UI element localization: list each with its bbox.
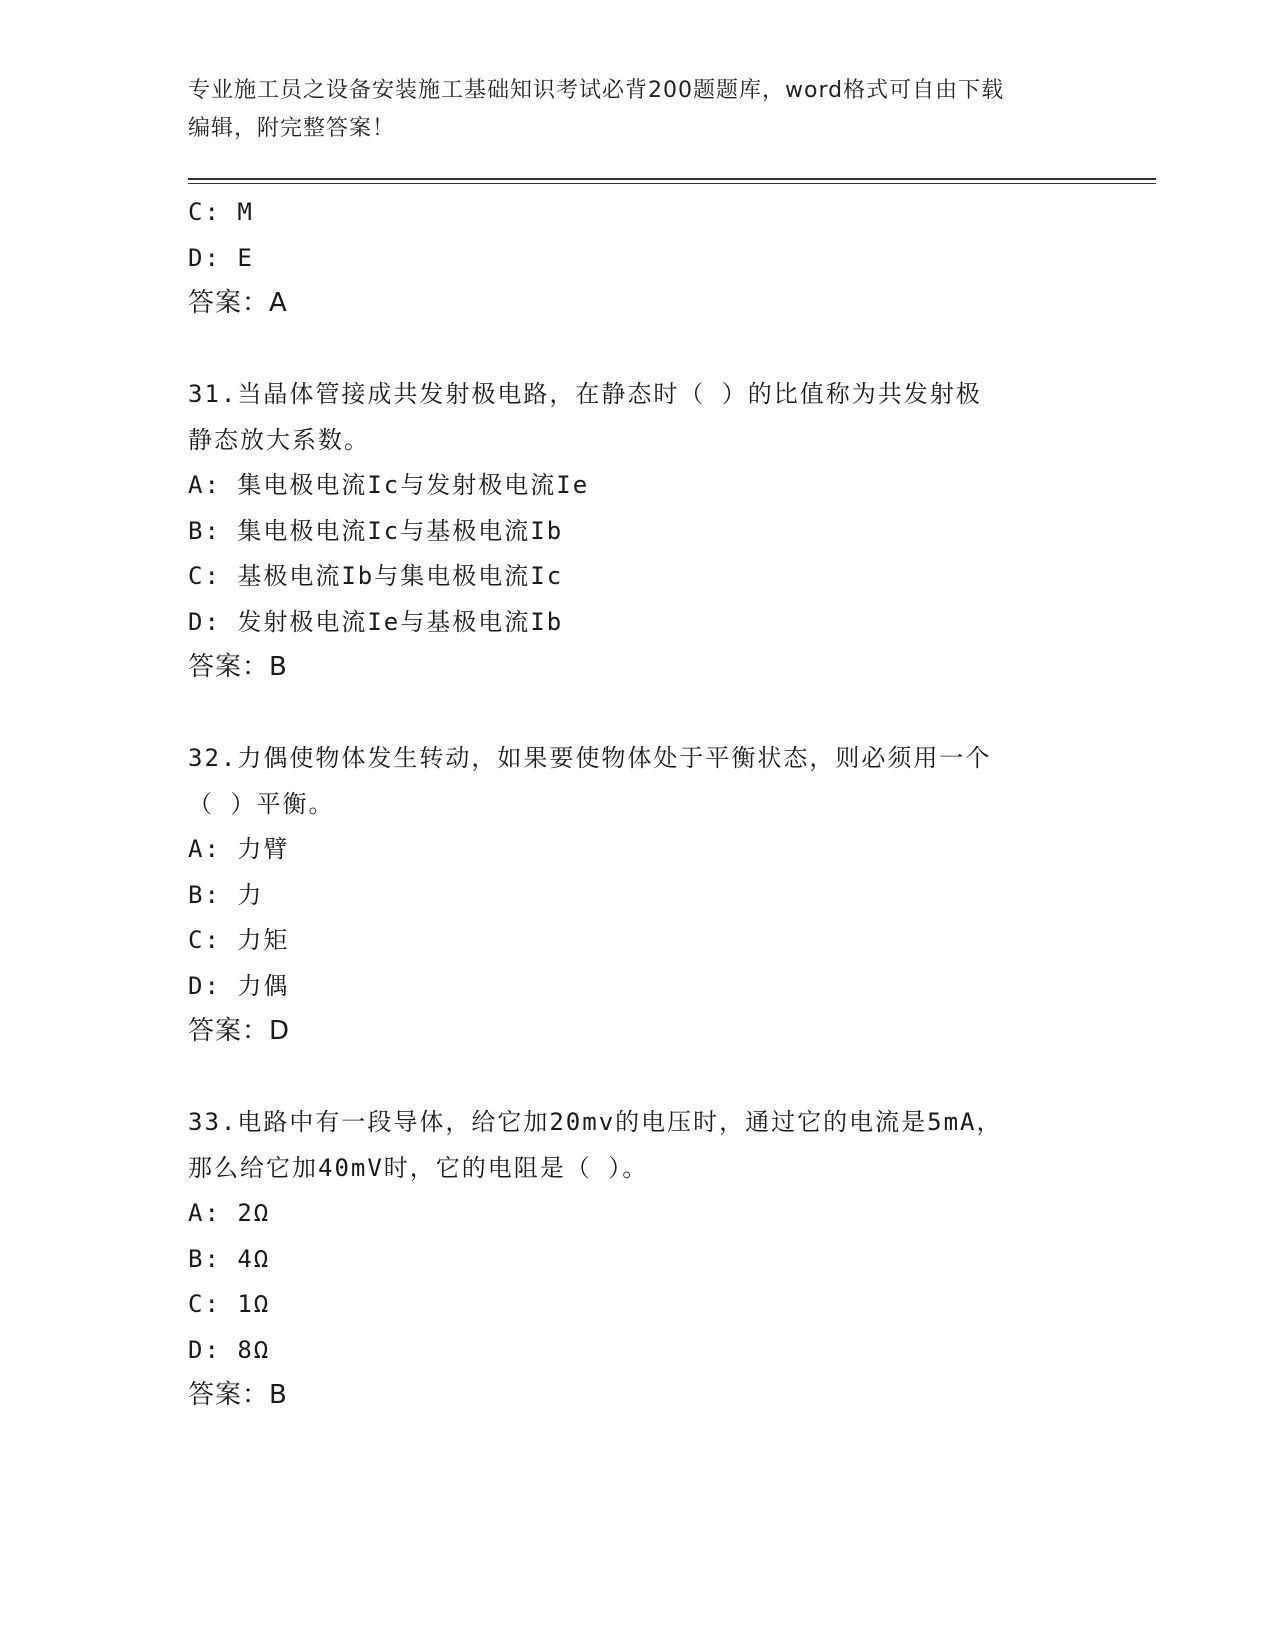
question-stem-line: （ ）平衡。 xyxy=(188,789,335,818)
document-body xyxy=(188,190,1088,1419)
option-c: C: 力矩 xyxy=(188,926,290,954)
spacer xyxy=(188,327,1088,373)
option-c: C: M xyxy=(188,198,254,226)
option-d: D: E xyxy=(188,243,254,272)
option-b: B: 4Ω xyxy=(188,1244,271,1273)
header-divider-thin xyxy=(188,183,1156,184)
answer-line: 答案：B xyxy=(188,1380,288,1410)
question-stem-line: 32.力偶使物体发生转动，如果要使物体处于平衡状态，则必须用一个 xyxy=(188,744,992,772)
question-stem-line: 33.电路中有一段导体，给它加20mv的电压时，通过它的电流是5mA， xyxy=(188,1108,1003,1136)
leading-question-fragment xyxy=(188,190,1088,327)
option-c: C: 1Ω xyxy=(188,1290,271,1318)
option-a: A: 集电极电流Ic与发射极电流Ie xyxy=(188,471,590,499)
option-d: D: 力偶 xyxy=(188,971,290,1000)
document-header xyxy=(188,72,1078,148)
header-line-1: 专业施工员之设备安装施工基础知识考试必背200题题库，word格式可自由下载 xyxy=(188,78,1005,103)
option-b: B: 集电极电流Ic与基极电流Ib xyxy=(188,516,564,545)
answer-line: 答案：D xyxy=(188,1016,291,1046)
question-stem-line: 静态放大系数。 xyxy=(188,425,370,454)
option-c: C: 基极电流Ib与集电极电流Ic xyxy=(188,562,564,590)
question-31 xyxy=(188,372,1088,691)
header-line-2: 编辑，附完整答案！ xyxy=(188,116,396,141)
header-divider-thick xyxy=(188,178,1156,180)
spacer xyxy=(188,1055,1088,1101)
option-d: D: 8Ω xyxy=(188,1335,271,1364)
question-33 xyxy=(188,1100,1088,1419)
answer-line: 答案：B xyxy=(188,652,288,682)
option-a: A: 2Ω xyxy=(188,1199,271,1227)
question-stem-line: 31.当晶体管接成共发射极电路，在静态时（ ）的比值称为共发射极 xyxy=(188,380,982,408)
option-d: D: 发射极电流Ie与基极电流Ib xyxy=(188,607,564,636)
option-a: A: 力臂 xyxy=(188,835,290,863)
answer-line: 答案：A xyxy=(188,288,288,318)
option-b: B: 力 xyxy=(188,880,264,909)
question-32 xyxy=(188,736,1088,1055)
spacer xyxy=(188,691,1088,737)
question-stem-line: 那么给它加40mV时，它的电阻是（ ）。 xyxy=(188,1153,649,1182)
